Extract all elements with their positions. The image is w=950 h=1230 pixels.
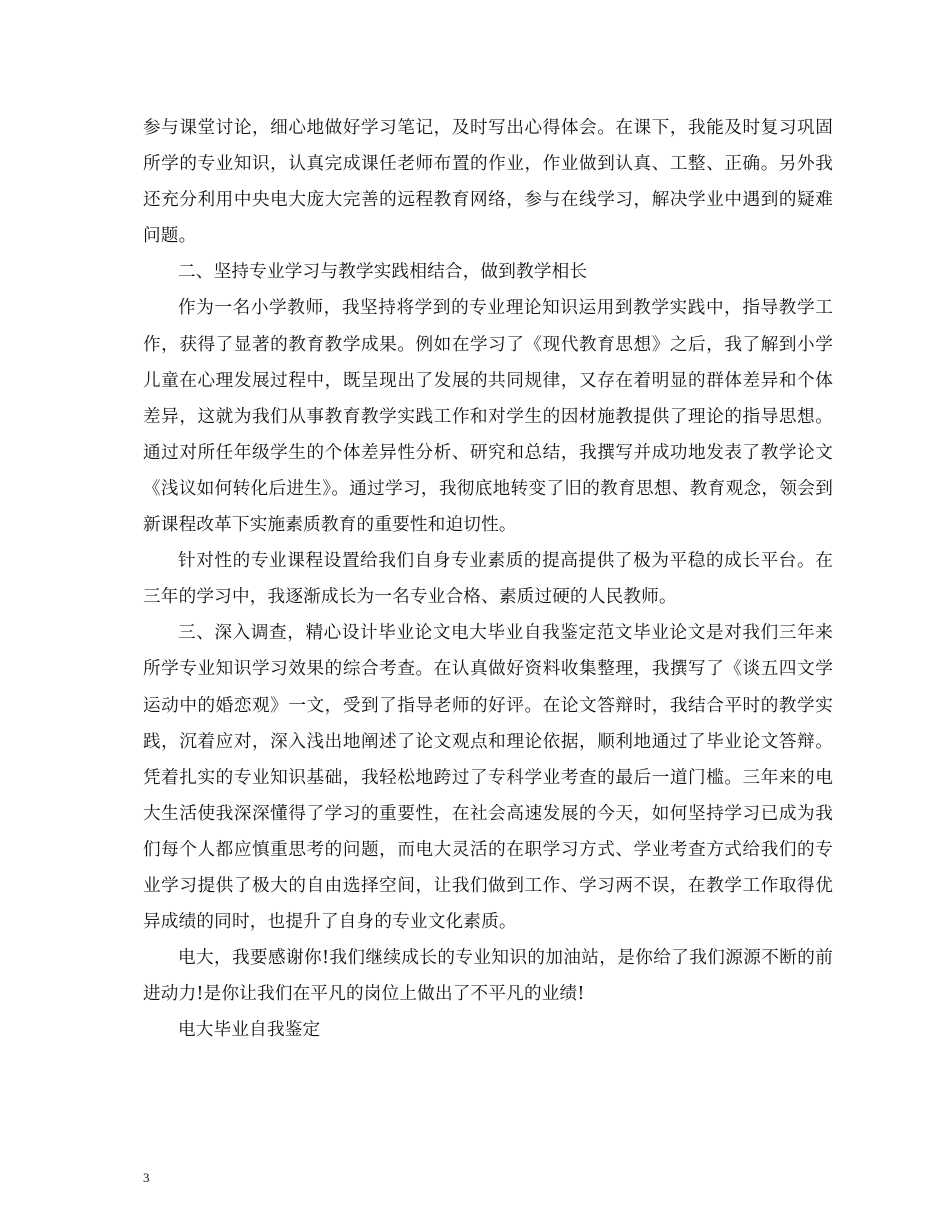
page-number: 3: [143, 1170, 150, 1185]
paragraph-1: 参与课堂讨论，细心地做好学习笔记，及时写出心得体会。在课下，我能及时复习巩固所学的专业知识，认真完成课任老师布置的作业，作业做到认真、工整、正确。另外我还充分利用中央电大庞大完善的远程教育网络，参与在线学习，解决学业中遇到的疑难问题。: [143, 118, 833, 247]
section-heading-2: 二、坚持专业学习与教学实践相结合，做到教学相长: [178, 262, 588, 283]
paragraph-4: 针对性的专业课程设置给我们自身专业素质的提高提供了极为平稳的成长平台。在三年的学习中，我逐渐成长为一名专业合格、素质过硬的人民教师。: [143, 551, 833, 608]
paragraph-3: 作为一名小学教师，我坚持将学到的专业理论知识运用到教学实践中，指导教学工作，获得了显著的教育教学成果。例如在学习了《现代教育思想》之后，我了解到小学儿童在心理发展过程中，既呈现出了发展的共同规律，又存在着明显的群体差异和个体差异，这就为我们从事教育教学实践工作和对学生的因材施教提供了理论的指导思想。通过对所任年级学生的个体差异性分析、研究和总结，我撰写并成功地发表了教学论文《浅议如何转化后进生》。通过学习，我彻底地转变了旧的教育思想、教育观念，领会到新课程改革下实施素质教育的重要性和迫切性。: [143, 298, 833, 536]
document-body: [143, 110, 833, 1048]
paragraph-6: 电大，我要感谢你!我们继续成长的专业知识的加油站，是你给了我们源源不断的前进动力!是你让我们在平凡的岗位上做出了不平凡的业绩!: [143, 948, 833, 1005]
paragraph-5: 三、深入调查，精心设计毕业论文电大毕业自我鉴定范文毕业论文是对我们三年来所学专业知识学习效果的综合考查。在认真做好资料收集整理，我撰写了《谈五四文学运动中的婚恋观》一文，受到了指导老师的好评。在论文答辩时，我结合平时的教学实践，沉着应对，深入浅出地阐述了论文观点和理论依据，顺利地通过了毕业论文答辩。凭着扎实的专业知识基础，我轻松地跨过了专科学业考查的最后一道门槛。三年来的电大生活使我深深懂得了学习的重要性，在社会高速发展的今天，如何坚持学习已成为我们每个人都应慎重思考的问题，而电大灵活的在职学习方式、学业考查方式给我们的专业学习提供了极大的自由选择空间，让我们做到工作、学习两不误，在教学工作取得优异成绩的同时，也提升了自身的专业文化素质。: [143, 623, 833, 933]
closing-title: 电大毕业自我鉴定: [178, 1020, 321, 1041]
